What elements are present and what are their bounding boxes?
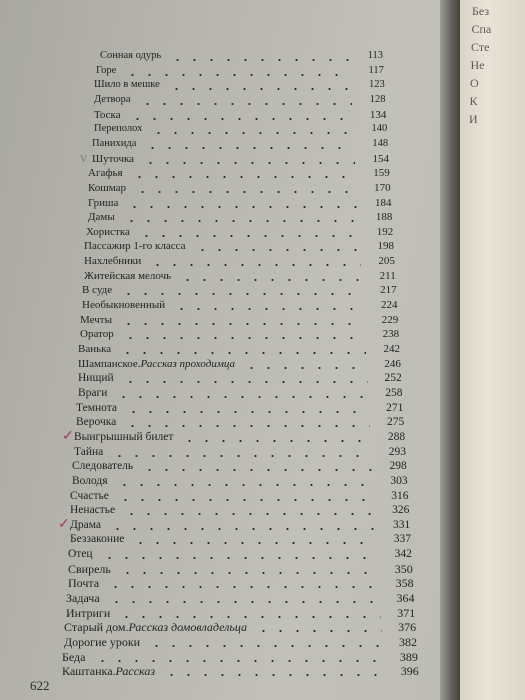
toc-leader-dots [138,224,359,240]
toc-leader-dots [122,370,368,386]
toc-entry-subtitle: Рассказ домовладельца [128,620,247,635]
toc-leader-dots [173,297,363,313]
toc-entry-title: Нищий [78,372,114,385]
toc-entry [70,502,409,518]
toc-entry-title: Нахлебники [84,255,142,268]
toc-entry-page: 376 [398,620,417,635]
toc-entry [92,136,388,152]
toc-entry-title: Почта [68,576,100,591]
toc-leader-dots [108,590,381,606]
toc-entry [76,414,404,430]
toc-entry-title: Хористка [86,225,130,238]
toc-entry-page: 258 [385,386,403,399]
toc-entry-title: Драма [70,518,102,531]
toc-entry-title: Каштанка.Рассказ [62,664,156,679]
toc-entry-title: Шампанское.Рассказ проходимца [78,357,235,370]
toc-leader-dots [139,92,352,108]
toc-entry [94,92,386,108]
toc-entry-page: 205 [378,255,395,268]
toc-leader-dots [194,238,361,254]
toc-entry-title: Беззаконие [70,533,125,546]
toc-leader-dots [150,121,353,137]
toc-entry-subtitle: Рассказ [115,664,156,679]
toc-leader-dots [243,356,367,372]
toc-entry-page: 113 [367,50,383,61]
toc-leader-dots [107,575,379,591]
toc-entry-page: 326 [392,504,410,517]
toc-entry [62,649,418,665]
toc-entry-page: 188 [375,211,393,224]
toc-entry-page: 159 [373,167,390,180]
toc-entry-title: Пассажир 1-го класса [84,240,186,253]
toc-entry [76,400,403,416]
toc-entry [72,473,408,489]
toc-entry-title: Детвора [94,93,131,105]
toc-entry [92,151,389,167]
toc-entry-title: Враги [78,386,108,399]
toc-entry [82,297,397,313]
toc-entry [88,195,392,211]
toc-entry-page: 396 [400,664,419,679]
page-number: 622 [30,678,50,693]
toc-entry-title: Свирель [68,561,111,576]
toc-entry-page: 148 [372,137,389,149]
toc-entry-page: 217 [380,284,397,297]
toc-entry [94,107,386,123]
toc-entry-title: Володя [72,474,108,487]
toc-leader-dots [109,517,376,533]
toc-entry-title: Дамы [88,211,115,224]
toc-entry-page: 224 [380,299,398,312]
toc-entry [88,165,390,181]
toc-entry-page: 288 [387,430,406,443]
toc-leader-dots [124,63,350,79]
toc-entry-title: Житейская мелочь [84,269,172,282]
toc-entry-page: 364 [396,591,415,606]
toc-leader-dots [126,195,357,211]
toc-entry-page: 242 [383,343,400,355]
toc-entry [78,356,401,372]
toc-entry-title: Тайна [74,445,104,458]
toc-entry [80,326,399,342]
toc-leader-dots [181,429,371,445]
toc-entry-subtitle: Рассказ проходимца [140,357,235,370]
toc-entry-page: 154 [372,152,389,165]
toc-entry-title: Сонная одурь [100,50,162,61]
toc-entry-page: 170 [374,181,391,194]
toc-entry-page: 252 [384,372,402,385]
toc-entry-page: 134 [369,108,387,121]
toc-entry-page: 298 [389,460,407,473]
toc-entry-page: 337 [393,533,412,546]
toc-entry-page: 358 [395,576,414,591]
next-page-text-fragment: И [469,112,478,126]
toc-entry [68,575,414,591]
toc-leader-dots [119,561,379,577]
toc-entry-page: 271 [386,401,404,414]
toc-entry [84,268,396,284]
toc-leader-dots [123,502,375,518]
pencil-checkmark-icon: v [80,150,87,166]
toc-entry [74,444,406,460]
toc-entry-page: 117 [368,64,384,76]
toc-entry-page: 350 [394,561,413,576]
toc-leader-dots [163,663,385,679]
toc-entry-page: 211 [379,269,396,282]
toc-entry-title: Ненастье [70,504,116,517]
toc-entry-title: Агафья [88,167,123,180]
toc-entry-page: 275 [387,416,405,429]
toc-leader-dots [169,48,349,64]
toc-entry [70,531,411,547]
toc-entry-page: 140 [371,123,388,135]
toc-entry [68,561,413,577]
toc-entry [94,77,385,93]
toc-entry [88,180,391,196]
toc-leader-dots [255,619,382,635]
next-page-text-fragment: Не [470,58,485,72]
toc-leader-dots [148,634,383,650]
toc-leader-dots [122,326,365,342]
toc-entry [78,370,402,386]
toc-entry-title: Беда [62,649,86,664]
toc-entry-page: 303 [390,474,408,487]
toc-entry-title: Горе [96,64,117,76]
toc-entry-title: Переполох [94,123,143,135]
toc-entry [82,282,397,298]
toc-entry-title: Гриша [88,196,119,209]
toc-entry-title: Необыкновенный [82,299,166,312]
toc-entry [64,634,417,650]
toc-leader-dots [120,282,362,298]
toc-entry [72,458,407,474]
toc-leader-dots [131,165,356,181]
toc-leader-dots [149,253,361,269]
toc-entry-page: 331 [392,518,411,531]
toc-entry-title: Следователь [72,460,134,473]
next-page-text-fragment: О [470,76,479,90]
toc-entry-page: 342 [394,548,412,561]
ink-checkmark-icon: ✓ [58,516,70,532]
toc-entry [66,590,414,606]
toc-leader-dots [179,268,362,284]
toc-entry-page: 382 [399,635,417,649]
next-page-text-fragment: К [469,94,478,108]
toc-entry-page: 371 [397,605,416,620]
toc-leader-dots [134,180,357,196]
toc-leader-dots [123,209,359,225]
toc-entry [80,312,398,328]
toc-leader-dots [111,444,372,460]
book-gutter [440,0,462,700]
toc-leader-dots [94,649,384,665]
toc-entry-page: 192 [376,225,394,238]
toc-entry [100,48,383,64]
toc-entry-title: Интриги [66,605,111,620]
toc-leader-dots [119,341,366,357]
toc-entry-title: Оратор [80,328,114,341]
toc-entry-title: Задача [66,591,100,606]
toc-entry [96,63,384,79]
toc-entry-page: 238 [382,328,400,341]
toc-entry-title: Мечты [80,313,112,326]
toc-leader-dots [142,151,355,167]
toc-leader-dots [125,400,369,416]
toc-entry [68,546,412,562]
toc-entry-title: Кошмар [88,181,127,194]
toc-entry-title: Тоска [94,108,121,121]
toc-entry [62,663,419,679]
toc-leader-dots [144,136,354,152]
toc-entry [74,429,405,445]
toc-entry-title: Счастье [70,489,109,502]
next-page-text-fragment: Без [472,4,490,18]
toc-leader-dots [120,312,364,328]
book-page-right [460,0,525,700]
toc-leader-dots [132,531,377,547]
toc-entry [78,341,400,357]
toc-entry-title: Панихида [92,137,137,149]
toc-entry [84,238,394,254]
toc-entry [78,385,403,401]
toc-entry-title: Отец [68,548,93,561]
toc-leader-dots [101,546,378,562]
toc-entry-title: Дорогие уроки [64,635,141,649]
toc-entry-title: Верочка [76,416,117,429]
toc-leader-dots [124,414,370,430]
toc-entry-page: 246 [384,357,401,370]
toc-entry [70,517,410,533]
toc-entry [64,619,416,635]
toc-entry-page: 128 [369,93,386,105]
toc-entry-title: Шуточка [92,152,135,165]
toc-entry [86,224,393,240]
toc-entry [66,605,415,621]
next-page-text-fragment: Спа [471,22,492,36]
toc-entry [70,488,409,504]
toc-entry-page: 293 [388,445,406,458]
toc-entry-page: 123 [368,79,385,91]
toc-leader-dots [129,107,353,123]
toc-leader-dots [118,605,381,621]
toc-entry [94,121,387,137]
toc-leader-dots [168,77,351,93]
toc-leader-dots [117,488,375,504]
toc-entry-title: Выигрышный билет [74,430,174,443]
ink-checkmark-icon: ✓ [62,428,74,444]
toc-entry [88,209,392,225]
toc-leader-dots [141,458,373,474]
toc-entry-page: 316 [391,489,409,502]
toc-entry-title: В суде [82,284,113,297]
toc-entry-page: 184 [375,196,392,209]
toc-entry-title: Старый дом.Рассказ домовладельца [64,620,247,635]
toc-leader-dots [116,473,374,489]
toc-entry [84,253,395,269]
toc-entry-title: Темнота [76,401,117,414]
toc-entry-page: 198 [377,240,395,253]
toc-entry-page: 389 [399,649,418,664]
toc-entry-title: Шило в мешке [94,79,160,91]
next-page-text-fragment: Сте [471,40,490,54]
toc-entry-page: 229 [381,313,399,326]
toc-entry-title: Ванька [78,343,112,355]
toc-leader-dots [115,385,368,401]
